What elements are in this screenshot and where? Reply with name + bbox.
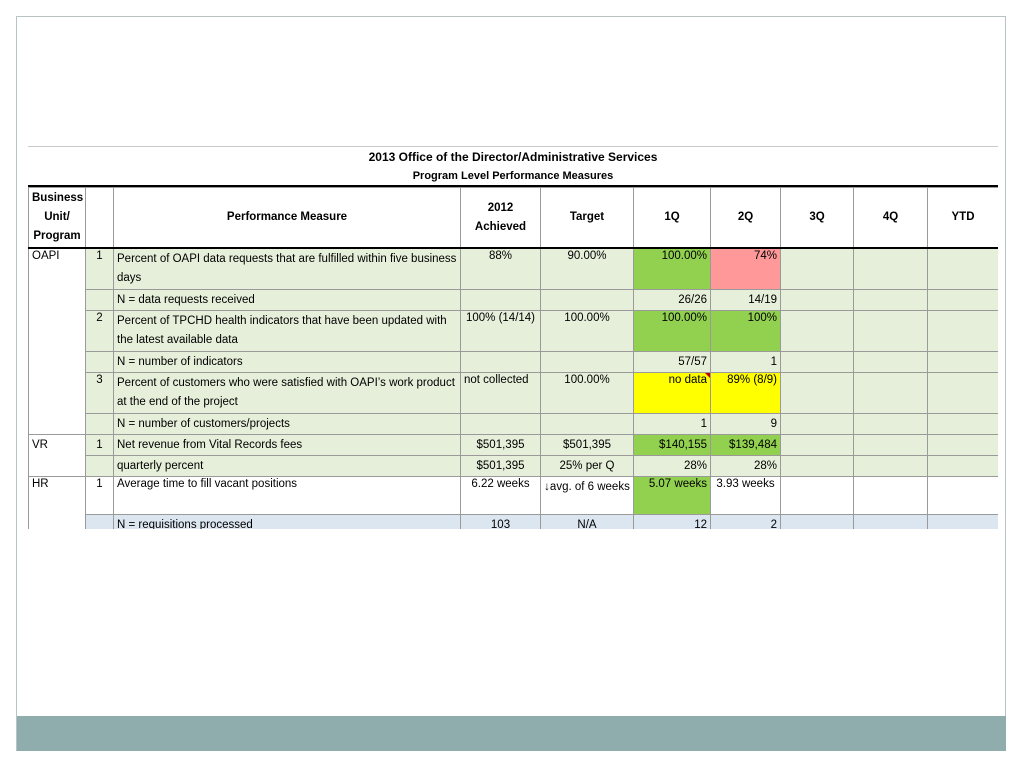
- cell-q4: [854, 435, 928, 456]
- cell-target: $501,395: [541, 435, 634, 456]
- cell-achieved: [461, 352, 541, 373]
- table-row: [29, 373, 999, 414]
- cell-num: [86, 290, 114, 311]
- cell-q4: [854, 290, 928, 311]
- cell-unit: OAPI: [29, 248, 86, 435]
- header-ytd: YTD: [928, 188, 999, 249]
- cell-q1: [634, 373, 711, 414]
- cell-ytd: [928, 414, 999, 435]
- cell-num: 1: [86, 477, 114, 515]
- cell-unit: HR: [29, 477, 86, 530]
- table-row: [29, 456, 999, 477]
- header-row: [29, 188, 999, 249]
- table-row: [29, 435, 999, 456]
- table-row: [29, 515, 999, 530]
- cell-q3: [781, 373, 854, 414]
- table-row: [29, 352, 999, 373]
- cell-q2: 3.93 weeks: [711, 477, 781, 515]
- cell-q3: [781, 515, 854, 530]
- cell-ytd: [928, 456, 999, 477]
- cell-achieved: [461, 290, 541, 311]
- cell-measure: Net revenue from Vital Records fees: [114, 435, 461, 456]
- cell-q4: [854, 477, 928, 515]
- cell-measure: Percent of customers who were satisfied with OAPI’s work product at the end of the project: [114, 373, 461, 414]
- cell-q4: [854, 373, 928, 414]
- cell-ytd: [928, 248, 999, 290]
- header-q2: 2Q: [711, 188, 781, 249]
- cell-achieved: [461, 414, 541, 435]
- cell-q4: [854, 414, 928, 435]
- cell-achieved: 100% (14/14): [461, 311, 541, 352]
- header-q3: 3Q: [781, 188, 854, 249]
- cell-ytd: [928, 477, 999, 515]
- cell-target: N/A: [541, 515, 634, 530]
- cell-q3: [781, 290, 854, 311]
- cell-q2: 100%: [711, 311, 781, 352]
- cell-q1: 100.00%: [634, 311, 711, 352]
- cell-measure: Percent of TPCHD health indicators that have been updated with the latest available data: [114, 311, 461, 352]
- cell-target: 100.00%: [541, 311, 634, 352]
- cell-q2: 14/19: [711, 290, 781, 311]
- cell-measure: N = number of indicators: [114, 352, 461, 373]
- cell-target: 90.00%: [541, 248, 634, 290]
- cell-q4: [854, 248, 928, 290]
- cell-num: [86, 515, 114, 530]
- cell-target: 100.00%: [541, 373, 634, 414]
- cell-target: [541, 352, 634, 373]
- cell-q1: $140,155: [634, 435, 711, 456]
- cell-achieved: 103: [461, 515, 541, 530]
- sheet-subtitle: Program Level Performance Measures: [28, 167, 998, 187]
- cell-q4: [854, 456, 928, 477]
- cell-q2: 28%: [711, 456, 781, 477]
- cell-achieved: $501,395: [461, 435, 541, 456]
- footer-band: [17, 716, 1006, 751]
- cell-q2: 89% (8/9): [711, 373, 781, 414]
- cell-q3: [781, 352, 854, 373]
- cell-q2: 9: [711, 414, 781, 435]
- cell-ytd: [928, 290, 999, 311]
- performance-table: [28, 187, 998, 529]
- cell-achieved: $501,395: [461, 456, 541, 477]
- header-achieved: 2012 Achieved: [461, 188, 541, 249]
- header-q1: 1Q: [634, 188, 711, 249]
- cell-q1: 57/57: [634, 352, 711, 373]
- header-q4: 4Q: [854, 188, 928, 249]
- cell-achieved: 6.22 weeks: [461, 477, 541, 515]
- cell-q1: 5.07 weeks: [634, 477, 711, 515]
- header-measure: Performance Measure: [114, 188, 461, 249]
- cell-measure: N = number of customers/projects: [114, 414, 461, 435]
- cell-q2: 74%: [711, 248, 781, 290]
- cell-unit: VR: [29, 435, 86, 477]
- table-row: [29, 477, 999, 515]
- cell-num: [86, 414, 114, 435]
- cell-ytd: [928, 515, 999, 530]
- header-target: Target: [541, 188, 634, 249]
- cell-q1: 28%: [634, 456, 711, 477]
- cell-measure: N = data requests received: [114, 290, 461, 311]
- cell-q4: [854, 311, 928, 352]
- spreadsheet-image: [28, 146, 998, 529]
- table-row: [29, 290, 999, 311]
- table-row: [29, 248, 999, 290]
- cell-q2: 1: [711, 352, 781, 373]
- cell-q2: $139,484: [711, 435, 781, 456]
- cell-achieved: not collected: [461, 373, 541, 414]
- cell-q3: [781, 435, 854, 456]
- cell-q4: [854, 515, 928, 530]
- cell-measure: Average time to fill vacant positions: [114, 477, 461, 515]
- cell-num: 2: [86, 311, 114, 352]
- cell-measure: N = requisitions processed: [114, 515, 461, 530]
- cell-num: [86, 456, 114, 477]
- sheet-title: 2013 Office of the Director/Administrative Services: [28, 146, 998, 167]
- header-num: [86, 188, 114, 249]
- cell-target: [541, 414, 634, 435]
- cell-target: ↓avg. of 6 weeks: [541, 477, 634, 515]
- cell-num: [86, 352, 114, 373]
- cell-ytd: [928, 311, 999, 352]
- cell-target: [541, 290, 634, 311]
- cell-measure: Percent of OAPI data requests that are fulfilled within five business days: [114, 248, 461, 290]
- cell-num: 1: [86, 435, 114, 456]
- cell-q2: 2: [711, 515, 781, 530]
- comment-marker-icon: [705, 373, 710, 378]
- cell-q1: 12: [634, 515, 711, 530]
- cell-q1: 1: [634, 414, 711, 435]
- cell-q1: 100.00%: [634, 248, 711, 290]
- cell-q3: [781, 311, 854, 352]
- cell-num: 1: [86, 248, 114, 290]
- cell-q4: [854, 352, 928, 373]
- table-row: [29, 311, 999, 352]
- cell-ytd: [928, 373, 999, 414]
- cell-q1: 26/26: [634, 290, 711, 311]
- cell-q1-text: no data: [668, 374, 707, 386]
- cell-ytd: [928, 352, 999, 373]
- table-row: [29, 414, 999, 435]
- cell-q3: [781, 248, 854, 290]
- cell-ytd: [928, 435, 999, 456]
- cell-achieved: 88%: [461, 248, 541, 290]
- header-unit: Business Unit/ Program: [29, 188, 86, 249]
- cell-measure: quarterly percent: [114, 456, 461, 477]
- cell-target: 25% per Q: [541, 456, 634, 477]
- cell-q3: [781, 456, 854, 477]
- cell-num: 3: [86, 373, 114, 414]
- cell-q3: [781, 414, 854, 435]
- cell-q3: [781, 477, 854, 515]
